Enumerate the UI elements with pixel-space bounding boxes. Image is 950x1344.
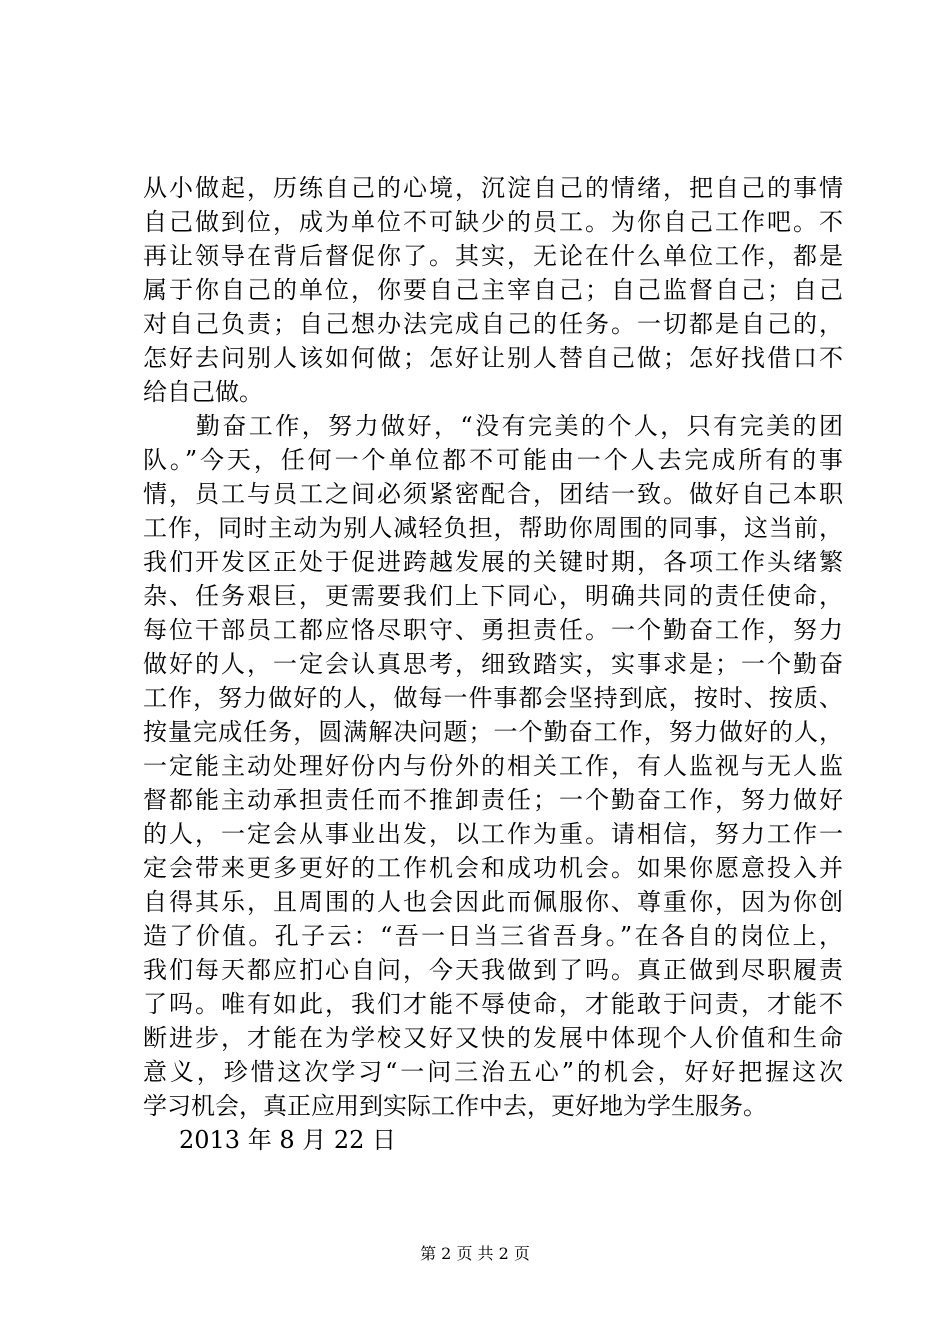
body-text-line: 再让领导在背后督促你了。其实，无论在什么单位工作，都是 [143,242,843,270]
body-text-line: 给自己做。 [143,378,263,406]
body-text-line: 工作，努力做好的人，做每一件事都会坚持到底，按时、按质、 [143,684,843,712]
body-text-line: 一定能主动处理好份内与份外的相关工作，有人监视与无人监 [143,752,843,780]
body-text-line: 属于你自己的单位，你要自己主宰自己；自己监督自己；自己 [143,276,843,304]
body-text-line: 了吗。唯有如此，我们才能不辱使命，才能敢于问责，才能不 [143,990,843,1018]
body-text-line: 定会带来更多更好的工作机会和成功机会。如果你愿意投入并 [143,854,843,882]
page-number-footer: 第 2 页 共 2 页 [420,1244,530,1263]
body-text-line: 我们开发区正处于促进跨越发展的关键时期，各项工作头绪繁 [143,548,843,576]
body-text-line: 意义，珍惜这次学习“一问三治五心”的机会，好好把握这次 [143,1058,843,1086]
body-text-line: 按量完成任务，圆满解决问题；一个勤奋工作，努力做好的人， [143,718,843,746]
body-text-line: 对自己负责；自己想办法完成自己的任务。一切都是自己的， [143,310,843,338]
body-text-line: 自己做到位，成为单位不可缺少的员工。为你自己工作吧。不 [143,208,843,236]
body-text-line: 情，员工与员工之间必须紧密配合，团结一致。做好自己本职 [143,480,843,508]
body-text-line: 杂、任务艰巨，更需要我们上下同心，明确共同的责任使命， [143,582,843,610]
body-text-line: 从小做起，历练自己的心境，沉淀自己的情绪，把自己的事情 [143,174,843,202]
body-text-line: 做好的人，一定会认真思考，细致踏实，实事求是；一个勤奋 [143,650,843,678]
body-text-line: 督都能主动承担责任而不推卸责任；一个勤奋工作，努力做好 [143,786,843,814]
body-text-line: 学习机会，真正应用到实际工作中去，更好地为学生服务。 [143,1092,767,1120]
body-text-line: 工作，同时主动为别人减轻负担，帮助你周围的同事，这当前， [143,514,843,542]
body-text-line: 的人，一定会从事业出发，以工作为重。请相信，努力工作一 [143,820,843,848]
body-text-line: 断进步，才能在为学校又好又快的发展中体现个人价值和生命 [143,1024,843,1052]
body-text-line: 自得其乐，且周围的人也会因此而佩服你、尊重你，因为你创 [143,888,843,916]
body-text-line: 队。”今天，任何一个单位都不可能由一个人去完成所有的事 [143,446,843,474]
body-text-line: 造了价值。孔子云：“吾一日当三省吾身。”在各自的岗位上， [143,922,843,950]
document-date: 2013 年 8 月 22 日 [179,1126,397,1154]
body-text-line: 怎好去问别人该如何做；怎好让别人替自己做；怎好找借口不 [143,344,843,372]
body-text-line: 勤奋工作，努力做好，“没有完美的个人，只有完美的团 [143,412,843,440]
body-text-line: 每位干部员工都应恪尽职守、勇担责任。一个勤奋工作，努力 [143,616,843,644]
body-text-line: 我们每天都应扪心自问，今天我做到了吗。真正做到尽职履责 [143,956,843,984]
